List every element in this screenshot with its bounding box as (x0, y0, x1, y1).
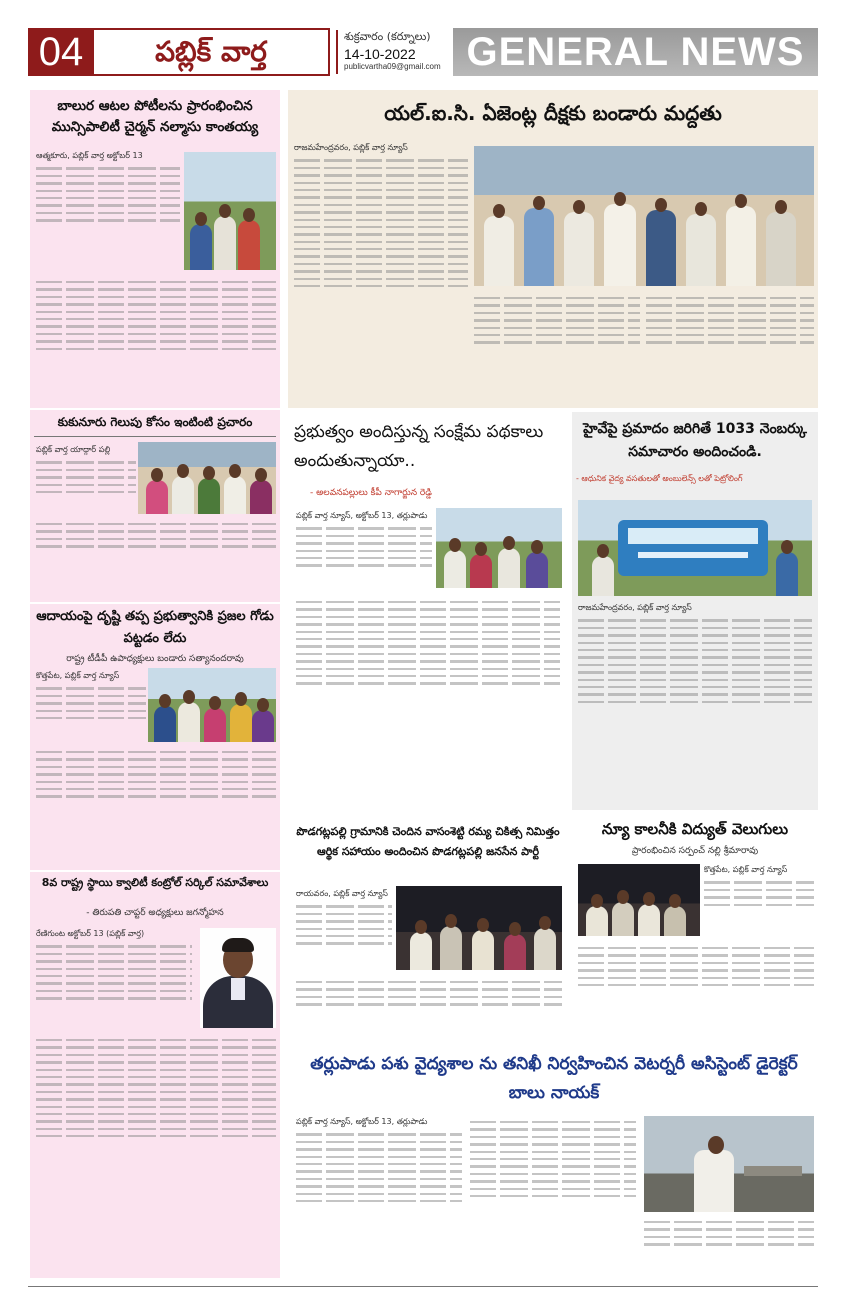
article-byline: - అలవనపల్లులు కీపీ నాగార్జున రెడ్డి (310, 488, 432, 498)
article-lic-agents (288, 90, 818, 408)
article-headline: హైవేపై ప్రమాదం జరిగితే 1033 నెంబర్కు సమాచారం అందించండి. (583, 421, 807, 460)
article-headline: పొడగట్లపల్లి గ్రామానికి చెందిన వాసంశెట్టి రమ్య చికిత్స నిమిత్తం ఆర్థిక సహాయం అందించిన పొడగట్లపల్లి జనసేన పార్టీ (296, 825, 560, 858)
article-byline: రాష్ట్ర టీడీపీ ఉపాధ్యక్షులు బండారు సత్యానందరావు (66, 654, 244, 664)
article-photo (396, 886, 562, 970)
portrait-photo (200, 928, 276, 1028)
article-body (296, 1116, 462, 1207)
article-dateline: రాజమహేంద్రవరం, పబ్లిక్ వార్త న్యూస్ (294, 143, 408, 152)
article-photo (474, 146, 814, 286)
article-photo (148, 668, 276, 742)
article-body (578, 602, 812, 708)
article-body (294, 142, 468, 292)
newspaper-name: పబ్లిక్ వార్త (94, 28, 330, 76)
article-byline: - ఆధునిక వైద్య వసతులతో అంబులెన్స్ లతో పెట్రోలింగ్ (576, 474, 743, 483)
article-photo (138, 442, 276, 514)
article-headline: కుకునూరు గెలుపు కోసం ఇంటింటి ప్రచారం (57, 415, 253, 429)
article-dateline: రాజమహేంద్రవరం, పబ్లిక్ వార్త న్యూస్ (578, 603, 692, 612)
article-body (296, 510, 432, 572)
article-body (36, 670, 146, 724)
article-dateline: కొత్తపేట, పబ్లిక్ వార్త న్యూస్ (704, 865, 788, 874)
article-photo (644, 1116, 814, 1212)
masthead (28, 28, 818, 76)
article-dateline: కొత్తపేట, పబ్లిక్ వార్త న్యూస్ (36, 671, 120, 680)
contact-email[interactable]: publicvartha09@gmail.com (344, 62, 441, 71)
article-photo (436, 508, 562, 588)
section-title: GENERAL NEWS (466, 30, 805, 74)
article-headline: న్యూ కాలనీకి విద్యుత్ వెలుగులు (601, 820, 789, 838)
ambulance (618, 520, 768, 576)
article-byline: - తిరుపతి చాప్టర్ అధ్యక్షులు జగన్మోహన (86, 908, 224, 918)
article-body (36, 150, 180, 227)
article-headline: ఆదాయంపై దృష్టి తప్ప ప్రభుత్వానికి ప్రజల గోడు పట్టడం లేదు (36, 609, 274, 646)
article-quality-control (30, 872, 280, 1278)
article-dateline: పబ్లిక్ వార్త న్యూస్, అక్టోబర్ 13, తర్లుపాడు (296, 511, 428, 520)
article-kukunuru (30, 410, 280, 602)
article-headline: 8వ రాష్ట్ర స్థాయి క్వాలిటీ కంట్రోల్ సర్కిల్ సమావేశాలు (41, 876, 269, 889)
article-dateline: రాయవరం, పబ్లిక్ వార్త న్యూస్ (296, 889, 388, 898)
article-subheading: ప్రారంభించిన సర్పంచ్ నల్లి శ్రీమారావు (631, 846, 759, 856)
article-new-colony-power (572, 814, 818, 1046)
page-number: 04 (28, 28, 94, 76)
article-photo (578, 500, 812, 596)
issue-day: శుక్రవారం (కర్నూలు) (344, 30, 431, 43)
article-income-focus (30, 604, 280, 870)
article-body (296, 888, 392, 950)
article-headline: తర్లుపాడు పశు వైద్యశాల ను తనిఖీ నిర్వహించిన వెటర్నరీ అసిస్టెంట్ డైరెక్టర్ బాలు నాయక్ (310, 1054, 798, 1103)
article-sports-meet (30, 90, 280, 408)
issue-meta (336, 30, 446, 74)
article-headline: ప్రభుత్వం అందిస్తున్న సంక్షేమ పథకాలు అందుతున్నాయా.. (294, 422, 544, 471)
page-bottom-rule (28, 1286, 818, 1287)
article-headline: యల్.ఐ.సి. ఏజెంట్ల దీక్షకు బండారు మద్దతు (384, 101, 722, 125)
article-photo (578, 864, 700, 936)
article-dateline: రేణిగుంట అక్టోబర్ 13 (పబ్లిక్ వార్త) (36, 929, 145, 938)
article-body (36, 444, 136, 498)
article-dateline: పబ్లిక్ వార్త న్యూస్, అక్టోబర్ 13, తర్లుపాడు (296, 1117, 428, 1126)
article-highway-1033 (572, 412, 818, 810)
article-headline: బాలుర ఆటల పోటీలను ప్రారంభించిన మున్సిపాలిటీ చైర్మన్ నల్మాసు కాంతయ్య (51, 98, 259, 135)
article-dateline: ఆత్మకూరు, పబ్లిక్ వార్త అక్టోబర్ 13 (36, 151, 143, 160)
section-banner (453, 28, 818, 76)
article-janasena-aid (290, 820, 566, 1046)
issue-date: 14-10-2022 (344, 46, 416, 62)
article-photo (184, 152, 276, 270)
article-body (704, 864, 814, 911)
article-body (36, 928, 192, 1005)
article-welfare (290, 412, 566, 818)
article-veterinary (290, 1048, 818, 1280)
article-dateline: పబ్లిక్ వార్త యాద్గార్ పల్లి (36, 445, 111, 454)
